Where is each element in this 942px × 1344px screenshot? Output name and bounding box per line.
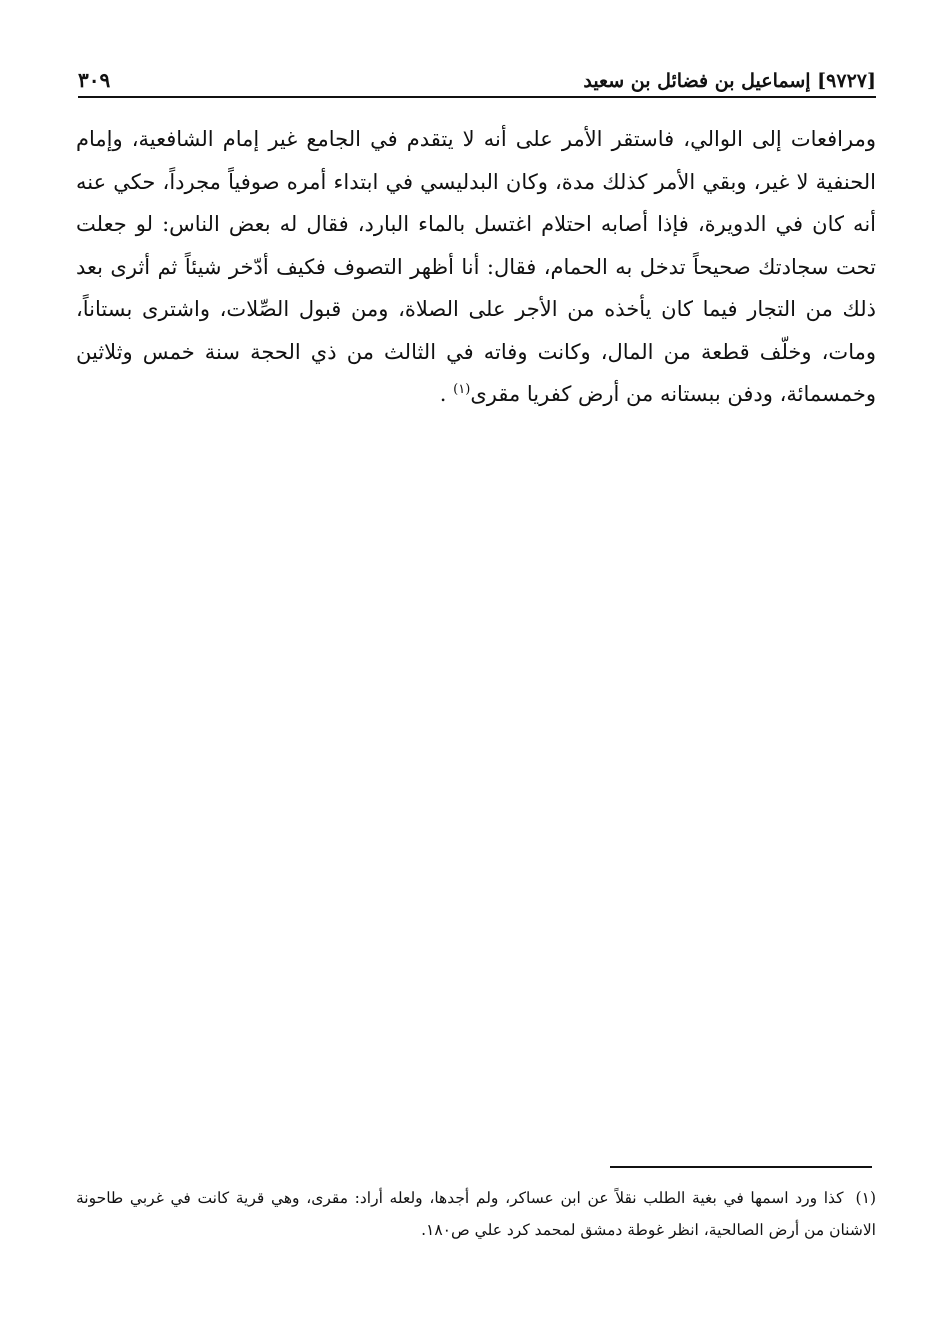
paragraph-end-punctuation: . (439, 382, 447, 406)
footnote (76, 1182, 876, 1246)
footnote-paragraph (76, 1182, 876, 1246)
footnote-text: كذا ورد اسمها في بغية الطلب نقلاً عن ابن عساكر، ولم أجدها، ولعله أراد: مقرى، وهي قرية كانت في غربي طاحونة الاشنان من أرض الصالحية، انظر غوطة دمشق لمحمد كرد علي ص١٨٠. (76, 1189, 876, 1239)
running-title: [٩٧٢٧] إسماعيل بن فضائل بن سعيد (583, 70, 876, 92)
page-header (78, 58, 876, 98)
footnote-marker: (١) (855, 1189, 876, 1207)
page-number: ٣٠٩ (78, 68, 111, 92)
main-text (76, 118, 876, 416)
body-paragraph-text: ومرافعات إلى الوالي، فاستقر الأمر على أنه لا يتقدم في الجامع غير إمام الشافعية، وإمام الحنفية لا غير، وبقي الأمر كذلك مدة، وكان البدليسي في ابتداء أمره صوفياً مجرداً، حكي عنه أنه كان في الدويرة، فإذا أصابه احتلام اغتسل بالماء البارد، فقال له بعض الناس: لو جعلت تحت سجادتك صحيحاً تدخل به الحمام، فقال: أنا أظهر التصوف فكيف أدّخر شيئاً ثم أثرى بعد ذلك من التجار فيما كان يأخذه من الأجر على الصلاة، ومن قبول الصِّلات، واشترى بستاناً، ومات، وخلّف قطعة من المال، وكانت وفاته في الثالث من ذي الحجة سنة خمس وثلاثين وخمسمائة، ودفن ببستانه من أرض كفريا مقرى (76, 127, 876, 406)
footnote-reference: (١) (453, 382, 471, 397)
footnote-separator (610, 1166, 872, 1168)
body-paragraph (76, 118, 876, 416)
